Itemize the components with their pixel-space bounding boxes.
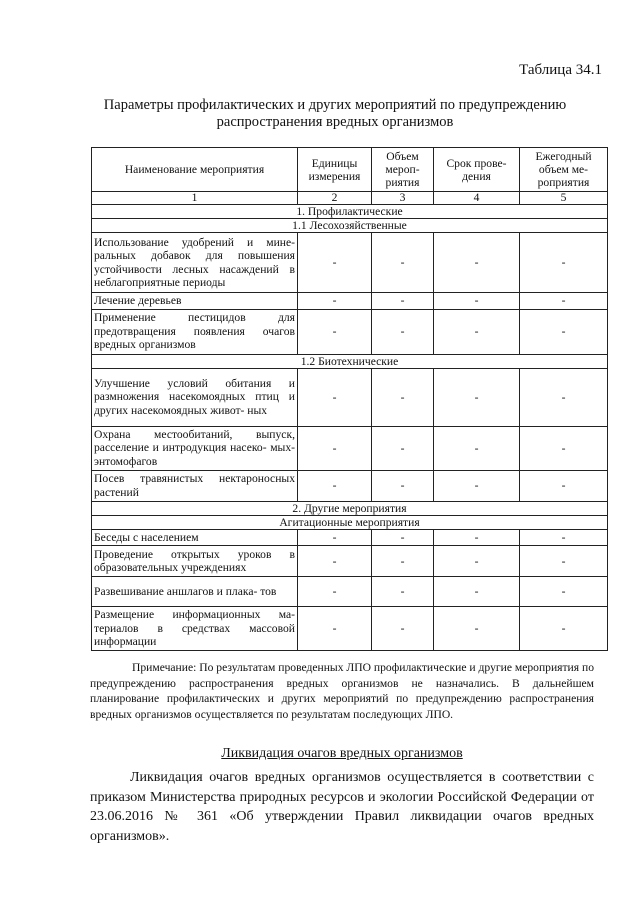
header-cell: Единицы измерения	[298, 148, 372, 192]
body-paragraph-text: Ликвидация очагов вредных организмов осуществляется в соответствии с приказом Министерства природных ресурсов и экологии Российской Федерации от 23.06.2016 № 361 «Об утверждении Правил ликвидации очагов вредных организмов».	[90, 770, 594, 844]
table-body	[92, 205, 608, 651]
column-number-row	[92, 192, 608, 205]
cell-value: -	[372, 607, 434, 651]
header-cell: Объем мероп- риятия	[372, 148, 434, 192]
table-row	[92, 368, 608, 426]
column-number: 1	[92, 192, 298, 205]
measure-name: Проведение открытых уроков в образовательных учреждениях	[92, 546, 298, 577]
section-row	[92, 501, 608, 515]
table-row	[92, 546, 608, 577]
cell-value: -	[434, 309, 520, 354]
measure-name: Применение пестицидов для предотвращения появления очагов вредных организмов	[92, 309, 298, 354]
header-cell: Ежегодный объем ме- роприятия	[520, 148, 608, 192]
cell-value: -	[434, 233, 520, 293]
table-row	[92, 529, 608, 546]
table-row	[92, 470, 608, 501]
cell-value: -	[372, 233, 434, 293]
cell-value: -	[298, 470, 372, 501]
table-title: Параметры профилактических и других мероприятий по предупреждению распространения вредных организмов	[103, 97, 567, 130]
cell-value: -	[520, 309, 608, 354]
cell-value: -	[372, 470, 434, 501]
cell-value: -	[520, 426, 608, 470]
table-label: Таблица 34.1	[519, 62, 602, 78]
cell-value: -	[434, 529, 520, 546]
column-number: 4	[434, 192, 520, 205]
cell-value: -	[434, 293, 520, 310]
cell-value: -	[298, 529, 372, 546]
section-title: 1. Профилактические	[92, 205, 608, 219]
cell-value: -	[372, 426, 434, 470]
cell-value: -	[298, 426, 372, 470]
body-paragraph	[90, 768, 594, 846]
cell-value: -	[520, 546, 608, 577]
cell-value: -	[520, 293, 608, 310]
table-row	[92, 426, 608, 470]
cell-value: -	[372, 368, 434, 426]
cell-value: -	[434, 368, 520, 426]
cell-value: -	[372, 577, 434, 607]
note-text: Примечание: По результатам проведенных ЛПО профилактические и другие мероприятия по предупреждению распространения вредных организмов не назначались. В дальнейшем планирование профилактических и других мероприятий по предупреждению распространения вредных организмов осуществляется по результатам последующих ЛПО.	[90, 661, 594, 721]
measure-name: Использование удобрений и мине- ральных добавок для повышения устойчивости лесных насаждений в неблагоприятные периоды	[92, 233, 298, 293]
table-note	[90, 660, 594, 722]
column-number: 3	[372, 192, 434, 205]
cell-value: -	[372, 529, 434, 546]
measure-name: Беседы с населением	[92, 529, 298, 546]
measure-name: Посев травянистых нектароносных растений	[92, 470, 298, 501]
parameters-table	[91, 147, 608, 651]
cell-value: -	[298, 309, 372, 354]
cell-value: -	[298, 368, 372, 426]
cell-value: -	[372, 546, 434, 577]
cell-value: -	[434, 470, 520, 501]
section-heading: Ликвидация очагов вредных организмов	[221, 746, 463, 761]
cell-value: -	[298, 546, 372, 577]
subsection-row	[92, 354, 608, 368]
table-row	[92, 233, 608, 293]
subsection-row	[92, 515, 608, 529]
header-cell: Наименование мероприятия	[92, 148, 298, 192]
cell-value: -	[298, 577, 372, 607]
header-row	[92, 148, 608, 192]
section-title: 2. Другие мероприятия	[92, 501, 608, 515]
section-row	[92, 205, 608, 219]
cell-value: -	[434, 607, 520, 651]
cell-value: -	[520, 607, 608, 651]
measure-name: Охрана местообитаний, выпуск, расселение и интродукция насеко- мых-энтомофагов	[92, 426, 298, 470]
measure-name: Улучшение условий обитания и размножения насекомоядных птиц и других насекомоядных живот- ных	[92, 368, 298, 426]
cell-value: -	[298, 293, 372, 310]
cell-value: -	[434, 577, 520, 607]
cell-value: -	[434, 426, 520, 470]
column-number: 2	[298, 192, 372, 205]
measure-name: Размещение информационных ма- териалов в средствах массовой информации	[92, 607, 298, 651]
subsection-row	[92, 219, 608, 233]
cell-value: -	[298, 607, 372, 651]
cell-value: -	[372, 293, 434, 310]
cell-value: -	[298, 233, 372, 293]
subsection-title: 1.2 Биотехнические	[92, 354, 608, 368]
cell-value: -	[520, 529, 608, 546]
table-row	[92, 309, 608, 354]
cell-value: -	[520, 368, 608, 426]
cell-value: -	[372, 309, 434, 354]
table-row	[92, 607, 608, 651]
cell-value: -	[434, 546, 520, 577]
cell-value: -	[520, 233, 608, 293]
table-row	[92, 293, 608, 310]
subsection-title: 1.1 Лесохозяйственные	[92, 219, 608, 233]
cell-value: -	[520, 470, 608, 501]
subsection-title: Агитационные мероприятия	[92, 515, 608, 529]
header-cell: Срок прове- дения	[434, 148, 520, 192]
column-number: 5	[520, 192, 608, 205]
measure-name: Развешивание аншлагов и плака- тов	[92, 577, 298, 607]
cell-value: -	[520, 577, 608, 607]
measure-name: Лечение деревьев	[92, 293, 298, 310]
table-row	[92, 577, 608, 607]
